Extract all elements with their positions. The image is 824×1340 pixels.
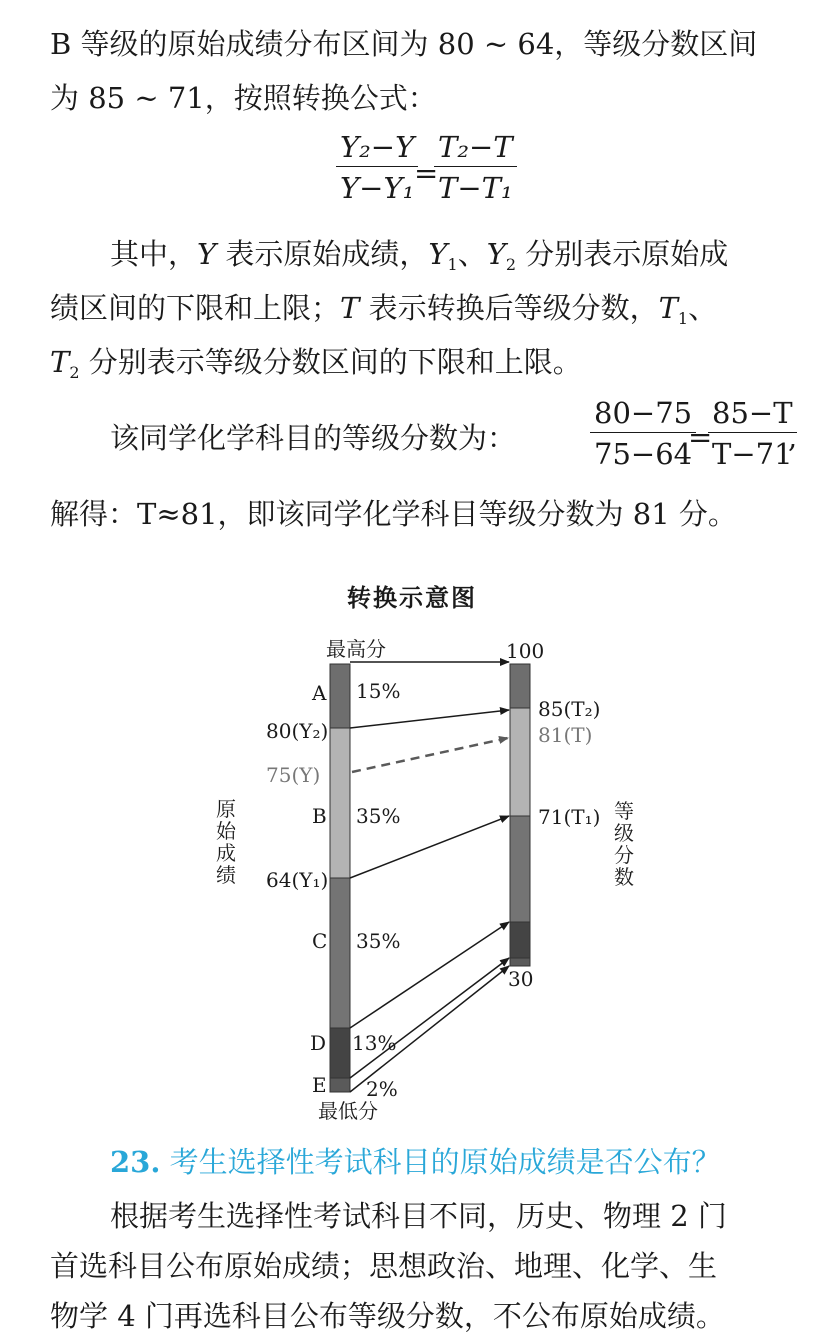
formula2-right-numerator: 85−T (708, 396, 797, 433)
formula2-left-numerator: 80−75 (590, 396, 696, 433)
left-bar-e (330, 1078, 350, 1092)
arrow-d-e (350, 958, 509, 1078)
percent-e: 2% (366, 1077, 398, 1101)
right-axis-label-3: 分 (614, 843, 634, 867)
mark-y2: 80(Y₂) (266, 719, 329, 743)
diagram-title: 转换示意图 (347, 584, 477, 612)
formula1-equals: = (414, 156, 439, 190)
para4-line2: 首选科目公布原始成绩；思想政治、地理、化学、生 (50, 1249, 718, 1283)
para4-line1: 根据考生选择性考试科目不同，历史、物理 2 门 (110, 1199, 727, 1233)
formula2-left-denominator: 75−64 (594, 437, 693, 471)
para3-line2: 解得：T≈81，即该同学化学科目等级分数为 81 分。 (50, 497, 737, 531)
formula1-left-denominator: Y−Y₁ (340, 171, 415, 205)
formula2-equals: = (688, 420, 713, 454)
conversion-diagram (0, 630, 824, 1150)
mark-y: 75(Y) (266, 763, 321, 787)
percent-a: 15% (356, 679, 401, 703)
para1-line1: B 等级的原始成绩分布区间为 80 ~ 64，等级分数区间 (50, 27, 758, 61)
question-text: 考生选择性考试科目的原始成绩是否公布？ (160, 1145, 721, 1179)
para2-line3: $T_2$ 分别表示等级分数区间的下限和上限。 (50, 345, 582, 382)
percent-d: 13% (352, 1031, 397, 1055)
right-axis-label-1: 等 (614, 799, 634, 823)
right-bar-a (510, 664, 530, 708)
para2-line2: 绩区间的下限和上限；T 表示转换后等级分数，$T_1$、 (50, 291, 718, 328)
para1-line2: 为 85 ~ 71，按照转换公式： (50, 81, 437, 115)
arrow-y-t (352, 738, 508, 772)
formula1-left-fraction (336, 130, 418, 205)
left-axis-label-2: 始 (216, 819, 236, 843)
mark-t2: 85(T₂) (538, 697, 601, 721)
left-bar-c (330, 878, 350, 1028)
label-lowest: 最低分 (318, 1099, 378, 1123)
mark-30: 30 (508, 967, 534, 991)
question-number: 23. (110, 1145, 161, 1179)
left-bar-b (330, 728, 350, 878)
left-axis-label-1: 原 (216, 797, 236, 821)
right-axis-label-2: 级 (614, 821, 634, 845)
right-bar-b (510, 708, 530, 816)
percent-b: 35% (356, 804, 401, 828)
para2-line1: 其中，Y 表示原始成绩，$Y_1$、$Y_2$ 分别表示原始成 (110, 237, 729, 274)
formula2-left-fraction (590, 396, 696, 471)
mark-y1: 64(Y₁) (266, 868, 329, 892)
left-bar-a (330, 664, 350, 728)
left-axis-label-4: 绩 (216, 863, 236, 887)
right-axis-label-4: 数 (614, 865, 634, 889)
percent-c: 35% (356, 929, 401, 953)
right-bar-d (510, 922, 530, 958)
para3-lead: 该同学化学科目的等级分数为： (110, 421, 517, 455)
formula1-left-numerator: Y₂−Y (336, 130, 418, 167)
mark-t1: 71(T₁) (538, 805, 601, 829)
label-highest: 最高分 (326, 637, 386, 661)
grade-a: A (312, 681, 327, 705)
formula2-comma: , (788, 420, 798, 454)
formula1-right-denominator: T−T₁ (438, 171, 513, 205)
formula1-right-fraction (434, 130, 517, 205)
arrow-y2-t2 (350, 710, 509, 728)
mark-t: 81(T) (538, 723, 593, 747)
grade-e: E (312, 1073, 327, 1097)
left-bar-d (330, 1028, 350, 1078)
right-bar-e (510, 958, 530, 966)
formula2-right-denominator: T−71 (712, 437, 793, 471)
formula2-right-fraction (708, 396, 797, 471)
left-axis-label-3: 成 (216, 841, 236, 865)
para4-line3: 物学 4 门再选科目公布等级分数，不公布原始成绩。 (50, 1299, 725, 1333)
mark-100: 100 (506, 639, 545, 663)
question-heading (110, 1140, 721, 1181)
formula1-right-numerator: T₂−T (434, 130, 517, 167)
grade-d: D (310, 1031, 327, 1055)
right-bar-c (510, 816, 530, 922)
arrow-e-min (350, 966, 509, 1092)
grade-c: C (312, 929, 328, 953)
grade-b: B (312, 804, 327, 828)
